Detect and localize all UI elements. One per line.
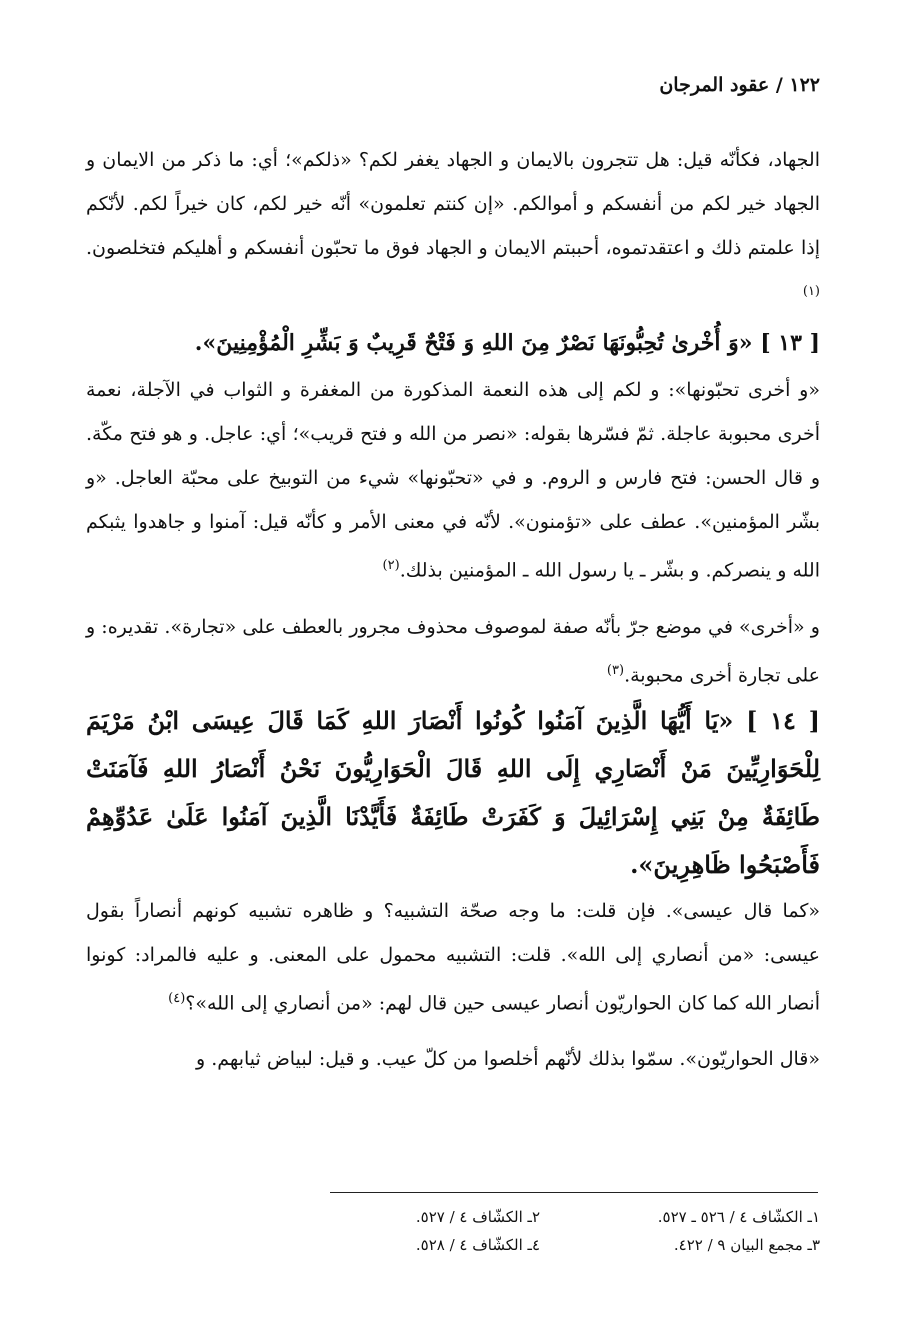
footnote-ref-4: (٤) — [168, 990, 186, 1006]
running-header: ١٢٢ / عقود المرجان — [659, 74, 820, 96]
quran-verse-14: [ ١٤ ] «يَا أَيُّهَا الَّذِينَ آمَنُوا كُونُوا أَنْصَارَ اللهِ كَمَا قَالَ عِيسَى ابْنُ مَرْيَمَ لِلْحَوَارِيِّينَ مَنْ أَنْصَارِي إِلَى اللهِ قَالَ الْحَوَارِيُّونَ نَحْنُ أَنْصَارُ اللهِ فَآمَنَتْ طَائِفَةٌ مِنْ بَنِي إِسْرَائِيلَ وَ كَفَرَتْ طَائِفَةٌ فَأَيَّدْنَا الَّذِينَ آمَنُوا عَلَىٰ عَدُوِّهِمْ فَأَصْبَحُوا ظَاهِرِينَ». — [86, 705, 821, 879]
paragraph-5: «قال الحواريّون». سمّوا بذلك لأنّهم أخلصوا من كلّ عيب. و قيل: لبياض ثيابهم. و — [196, 1048, 820, 1071]
footnote-3: ٣ـ مجمع البيان ٩ / ٤٢٢. — [673, 1236, 820, 1254]
footnote-divider — [330, 1192, 818, 1193]
paragraph-3: و «أخرى» في موضع جرّ بأنّه صفة لموصوف محذوف مجرور بالعطف على «تجارة». تقديره: و على تجارة أخرى محبوبة.$^{(٣)}$ — [86, 615, 820, 686]
footnote-4: ٤ـ الكشّاف ٤ / ٥٢٨. — [415, 1236, 540, 1254]
main-text — [86, 138, 820, 1081]
footnote-ref-3: (٣) — [606, 662, 625, 678]
footnote-1: ١ـ الكشّاف ٤ / ٥٢٦ ـ ٥٢٧. — [657, 1208, 820, 1226]
footnote-2: ٢ـ الكشّاف ٤ / ٥٢٧. — [415, 1208, 540, 1226]
paragraph-1: الجهاد، فكأنّه قيل: هل تتجرون بالايمان و الجهاد يغفر لكم؟ «ذلكم»؛ أي: ما ذكر من الايمان و الجهاد خير لكم من أنفسكم و أموالكم. «إن كنتم تعلمون» أنّه خير لكم، كان خيراً لكم. لأنّكم إذا علمتم ذلك و اعتقدتموه، أحببتم الايمان و الجهاد فوق ما تحبّون أنفسكم و أهليكم فتخلصون.$^{(١)}$ — [86, 149, 820, 299]
quran-verse-13: [ ١٣ ] «وَ أُخْرىٰ تُحِبُّونَهَا نَصْرٌ مِنَ اللهِ وَ فَتْحٌ قَرِيبٌ وَ بَشِّرِ الْمُؤْمِنِينَ». — [194, 330, 820, 357]
footnote-ref-2: (٢) — [382, 558, 400, 574]
paragraph-4: «كما قال عيسى». فإن قلت: ما وجه صحّة التشبيه؟ و ظاهره تشبيه كونهم أنصاراً بقول عيسى: «من أنصاري إلى الله». قلت: التشبيه محمول على المعنى. و عليه فالمراد: كونوا أنصار الله كما كان الحواريّون أنصار عيسى حين قال لهم: «من أنصاري إلى الله»؟$^{(٤)}$ — [86, 899, 820, 1015]
footnote-ref-1: (١) — [802, 284, 820, 299]
footnotes — [300, 1208, 820, 1254]
paragraph-2: «و أخرى تحبّونها»: و لكم إلى هذه النعمة المذكورة من المغفرة و الثواب في الآجلة، نعمة أخرى محبوبة عاجلة. ثمّ فسّرها بقوله: «نصر من الله و فتح قريب»؛ أي: عاجل. و هو فتح مكّة. و قال الحسن: فتح فارس و الروم. و في «تحبّونها» شيء من التوبيخ على محبّة العاجل. «و بشّر المؤمنين». عطف على «تؤمنون». لأنّه في معنى الأمر و كأنّه قيل: آمنوا و جاهدوا يثبكم الله و ينصركم. و بشّر ـ يا رسول الله ـ المؤمنين بذلك.$^{(٢)}$ — [86, 379, 820, 582]
